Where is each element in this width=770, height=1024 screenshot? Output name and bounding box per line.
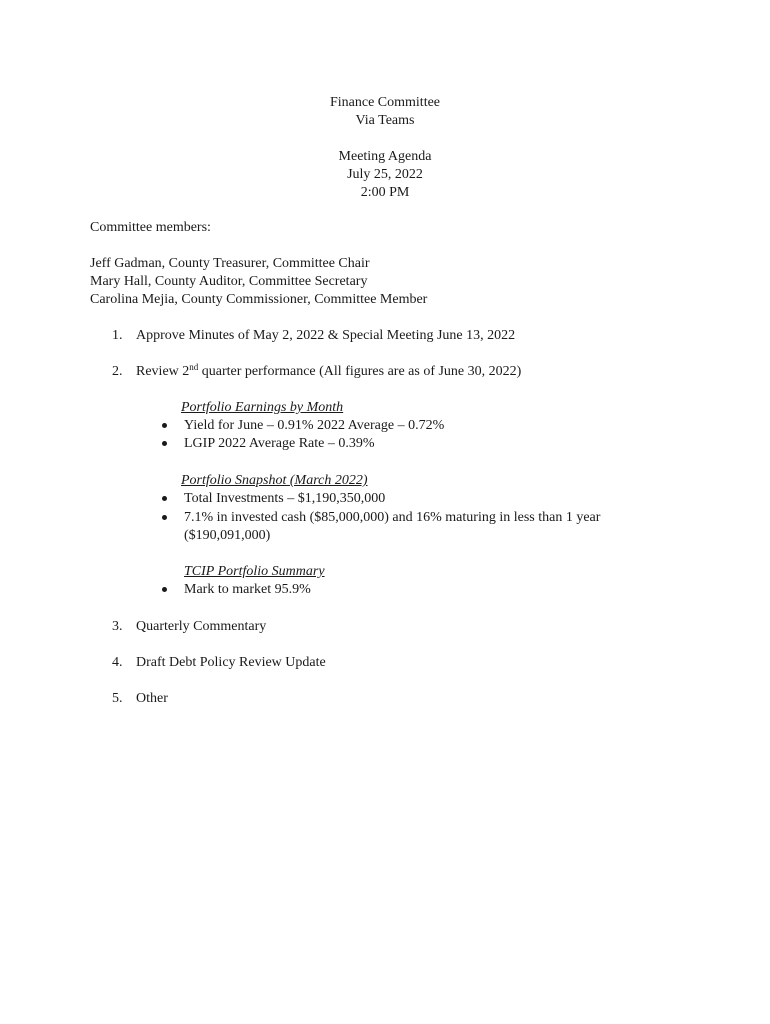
ordinal-suffix: nd	[189, 362, 199, 372]
member-item: Jeff Gadman, County Treasurer, Committee Chair	[90, 256, 370, 271]
section-title-earnings: Portfolio Earnings by Month	[181, 400, 344, 415]
agenda-item-number: 4.	[112, 655, 123, 670]
agenda-item-number: 5.	[112, 691, 123, 706]
bullet-item-continued: ($190,091,000)	[184, 528, 271, 543]
bullet-icon	[162, 496, 167, 501]
bullet-item: LGIP 2022 Average Rate – 0.39%	[184, 436, 375, 451]
meeting-time: 2:00 PM	[360, 185, 410, 200]
agenda-item-text: Approve Minutes of May 2, 2022 & Special Meeting June 13, 2022	[136, 328, 516, 343]
section-title-snapshot: Portfolio Snapshot (March 2022)	[181, 473, 368, 488]
members-heading: Committee members:	[90, 220, 211, 235]
bullet-icon	[162, 515, 167, 520]
member-item: Mary Hall, County Auditor, Committee Secretary	[90, 274, 368, 289]
agenda-title: Meeting Agenda	[338, 149, 432, 164]
agenda-item-number: 3.	[112, 619, 123, 634]
bullet-item: Total Investments – $1,190,350,000	[184, 491, 386, 506]
meeting-venue: Via Teams	[355, 113, 415, 128]
agenda-item-text: Quarterly Commentary	[136, 619, 267, 634]
bullet-item: Mark to market 95.9%	[184, 582, 311, 597]
document-header	[0, 94, 770, 202]
agenda-item-text: Other	[136, 691, 168, 706]
member-item: Carolina Mejia, County Commissioner, Committee Member	[90, 292, 428, 307]
committee-title: Finance Committee	[329, 95, 441, 110]
agenda-item-text: Draft Debt Policy Review Update	[136, 655, 326, 670]
bullet-item: Yield for June – 0.91% 2022 Average – 0.72%	[184, 418, 445, 433]
bullet-icon	[162, 423, 167, 428]
agenda-item-text: Review 2nd quarter performance (All figures are as of June 30, 2022)	[136, 362, 522, 379]
bullet-item: 7.1% in invested cash ($85,000,000) and 16% maturing in less than 1 year	[184, 510, 601, 525]
bullet-icon	[162, 587, 167, 592]
section-title-tcip: TCIP Portfolio Summary	[184, 564, 325, 579]
agenda-item-number: 1.	[112, 328, 123, 343]
bullet-icon	[162, 441, 167, 446]
meeting-date: July 25, 2022	[347, 167, 423, 182]
agenda-item-number: 2.	[112, 364, 123, 379]
